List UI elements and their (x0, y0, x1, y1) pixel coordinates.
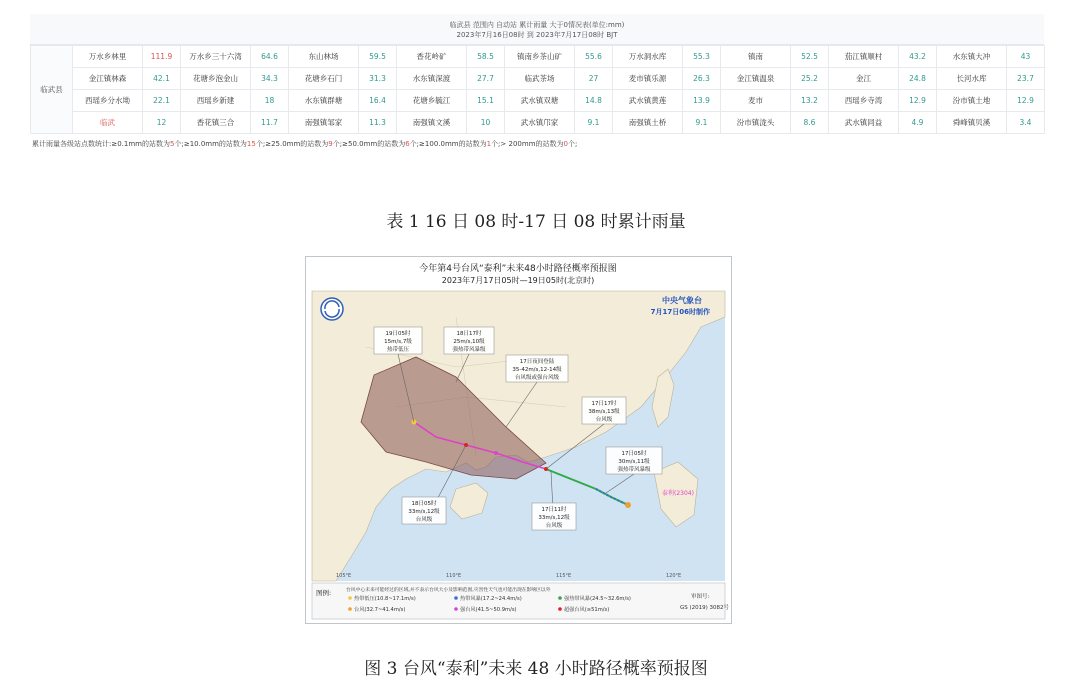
legend-swatch (558, 607, 562, 611)
station-name-cell: 临武 (73, 112, 143, 134)
typhoon-forecast-map (305, 256, 732, 624)
rainfall-value-cell: 22.1 (143, 90, 181, 112)
rainfall-value-cell: 12.9 (1007, 90, 1045, 112)
summary-text: 个; (567, 140, 578, 148)
station-count-summary (30, 134, 1044, 149)
station-name-cell: 汾市镇泷头 (721, 112, 791, 134)
station-name-cell: 麦市镇乐源 (613, 68, 683, 90)
callout-text: 台风级 (595, 417, 613, 423)
station-name-cell: 万水乡林里 (73, 46, 143, 68)
station-name-cell: 镇南 (721, 46, 791, 68)
legend-description: 台风中心未来可能经过的区域,并不表示台风大小及影响范围,灾害性天气也可能出现在影响区以外 (346, 588, 551, 593)
rainfall-value-cell: 4.9 (899, 112, 937, 134)
legend-label: 热带风暴(17.2~24.4m/s) (460, 596, 522, 602)
station-count: 15 (246, 140, 256, 148)
legend-title: 图例: (316, 589, 332, 597)
legend-swatch (348, 607, 352, 611)
station-name-cell: 花塘乡石门 (289, 68, 359, 90)
station-name-cell: 万水乡三十六湾 (181, 46, 251, 68)
rainfall-value-cell: 111.9 (143, 46, 181, 68)
legend-label: 强热带风暴(24.5~32.6m/s) (564, 596, 631, 602)
rainfall-value-cell: 15.1 (467, 90, 505, 112)
summary-text: 个;≥10.0mm的站数为 (174, 140, 247, 148)
rainfall-value-cell: 34.3 (251, 68, 289, 90)
longitude-label: 115°E (556, 573, 572, 579)
station-name-cell: 香花镇三合 (181, 112, 251, 134)
callout-text: 台风级 (545, 523, 563, 529)
station-name-cell: 汾市镇土地 (937, 90, 1007, 112)
rainfall-value-cell: 23.7 (1007, 68, 1045, 90)
table-header (30, 14, 1044, 45)
station-count: 9 (328, 140, 333, 148)
forecast-point-18d17 (494, 451, 498, 455)
table-row (31, 90, 1045, 112)
legend-label: 超强台风(≥51m/s) (564, 607, 610, 613)
callout-text: 17日夜间登陆 (519, 359, 555, 365)
callout-text: 15m/s,7级 (384, 339, 412, 345)
longitude-label: 105°E (336, 573, 352, 579)
rainfall-value-cell: 58.5 (467, 46, 505, 68)
rainfall-value-cell: 25.2 (791, 68, 829, 90)
rainfall-value-cell: 12.9 (899, 90, 937, 112)
station-count: 6 (405, 140, 410, 148)
callout-text: 强热带风暴级 (617, 467, 651, 473)
rainfall-value-cell: 3.4 (1007, 112, 1045, 134)
station-name-cell: 金江镇温泉 (721, 68, 791, 90)
rainfall-value-cell: 27 (575, 68, 613, 90)
station-name-cell: 镇南乡茶山矿 (505, 46, 575, 68)
station-name-cell: 武水镇邝家 (505, 112, 575, 134)
rainfall-value-cell: 55.6 (575, 46, 613, 68)
rainfall-value-cell: 11.3 (359, 112, 397, 134)
county-cell: 临武县 (31, 46, 73, 134)
rainfall-value-cell: 64.6 (251, 46, 289, 68)
table-row (31, 68, 1045, 90)
station-name-cell: 舜峰镇贝溪 (937, 112, 1007, 134)
station-name-cell: 水东镇深渡 (397, 68, 467, 90)
rainfall-value-cell: 16.4 (359, 90, 397, 112)
station-name-cell: 水东镇大冲 (937, 46, 1007, 68)
summary-text: 个;> 200mm的站数为 (491, 140, 564, 148)
legend-swatch (454, 607, 458, 611)
rainfall-value-cell: 18 (251, 90, 289, 112)
legend-swatch (558, 596, 562, 600)
rainfall-value-cell: 9.1 (683, 112, 721, 134)
station-count: 0 (563, 140, 568, 148)
callout-text: 17日11时 (541, 507, 567, 513)
agency-name: 中央气象台 (662, 296, 702, 305)
station-name-cell: 花塘乡泡金山 (181, 68, 251, 90)
station-name-cell: 南强镇邹家 (289, 112, 359, 134)
rainfall-value-cell: 13.9 (683, 90, 721, 112)
callout-text: 18日17时 (456, 331, 482, 337)
rainfall-value-cell: 59.5 (359, 46, 397, 68)
station-name-cell: 金江镇林森 (73, 68, 143, 90)
callout-text: 25m/s,10级 (453, 339, 485, 345)
rainfall-value-cell: 14.8 (575, 90, 613, 112)
rainfall-value-cell: 8.6 (791, 112, 829, 134)
station-name-cell: 香花岭矿 (397, 46, 467, 68)
rainfall-value-cell: 10 (467, 112, 505, 134)
callout-text: 33m/s,12级 (408, 509, 440, 515)
station-name-cell: 武水镇黄莲 (613, 90, 683, 112)
callout-text: 台风级或强台风级 (514, 375, 560, 381)
rainfall-value-cell: 11.7 (251, 112, 289, 134)
station-name-cell: 西瑶乡寺湾 (829, 90, 899, 112)
callout-text: 强热带风暴级 (452, 347, 486, 353)
station-name-cell: 万水洞水库 (613, 46, 683, 68)
review-number: GS (2019) 3082号 (680, 605, 730, 611)
station-count: 5 (170, 140, 175, 148)
rainfall-value-cell: 27.7 (467, 68, 505, 90)
rainfall-value-cell: 52.5 (791, 46, 829, 68)
station-name-cell: 西瑶乡分水坳 (73, 90, 143, 112)
rainfall-value-cell: 31.3 (359, 68, 397, 90)
rainfall-value-cell: 13.2 (791, 90, 829, 112)
station-name-cell: 武水镇同益 (829, 112, 899, 134)
summary-text: 累计雨量各级站点数统计:≥0.1mm的站数为 (32, 140, 170, 148)
longitude-label: 120°E (666, 573, 682, 579)
station-name-cell: 茄江镇顺村 (829, 46, 899, 68)
rainfall-value-cell: 55.3 (683, 46, 721, 68)
station-name-cell: 麦市 (721, 90, 791, 112)
station-name-cell: 武水镇双塘 (505, 90, 575, 112)
rainfall-value-cell: 43 (1007, 46, 1045, 68)
table-row (31, 112, 1045, 134)
rainfall-table-panel (30, 14, 1044, 149)
legend-swatch (454, 596, 458, 600)
rainfall-table (30, 45, 1045, 134)
summary-text: 个;≥25.0mm的站数为 (255, 140, 329, 148)
rainfall-value-cell: 26.3 (683, 68, 721, 90)
callout-text: 17日05时 (621, 451, 647, 457)
rainfall-value-cell: 12 (143, 112, 181, 134)
rainfall-value-cell: 43.2 (899, 46, 937, 68)
rainfall-value-cell: 42.1 (143, 68, 181, 90)
callout-text: 19日05时 (385, 331, 411, 337)
callout-text: 热带低压 (386, 347, 410, 353)
station-name-cell: 花塘乡毓江 (397, 90, 467, 112)
callout-text: 33m/s,12级 (538, 515, 570, 521)
summary-text: 个;≥50.0mm的站数为 (332, 140, 406, 148)
issue-time: 7月17日06时制作 (650, 308, 710, 316)
storm-name-label: 泰利(2304) (662, 490, 694, 497)
figure-caption: 图 3 台风“泰利”未来 48 小时路径概率预报图 (364, 659, 708, 679)
rainfall-value-cell: 9.1 (575, 112, 613, 134)
station-count: 1 (486, 140, 492, 148)
table-header-period: 2023年7月16日08时 到 2023年7月17日08时 BJT (456, 31, 618, 39)
station-name-cell: 西瑶乡新建 (181, 90, 251, 112)
callout-text: 台风级 (415, 517, 433, 523)
table-row (31, 46, 1045, 68)
review-label: 审图号: (691, 594, 710, 600)
legend-swatch (348, 596, 352, 600)
map-title: 今年第4号台风“泰利”未来48小时路径概率预报图 (419, 264, 617, 274)
station-name-cell: 临武茶场 (505, 68, 575, 90)
legend-label: 热带低压(10.8~17.1m/s) (354, 596, 416, 602)
station-name-cell: 长河水库 (937, 68, 1007, 90)
rainfall-value-cell: 24.8 (899, 68, 937, 90)
station-name-cell: 东山林场 (289, 46, 359, 68)
legend-label: 台风(32.7~41.4m/s) (354, 607, 406, 613)
legend-label: 强台风(41.5~50.9m/s) (460, 607, 517, 613)
station-name-cell: 金江 (829, 68, 899, 90)
callout-text: 30m/s,11级 (618, 459, 650, 465)
current-position (625, 502, 631, 508)
longitude-label: 110°E (446, 573, 462, 579)
station-name-cell: 水东镇群塘 (289, 90, 359, 112)
station-name-cell: 南强镇文溪 (397, 112, 467, 134)
station-name-cell: 南强镇土桥 (613, 112, 683, 134)
callout-text: 38m/s,13级 (588, 409, 620, 415)
callout-text: 17日17时 (591, 401, 617, 407)
table-header-title: 临武县 范围内 自动站 累计雨量 大于0情况表(单位:mm) (449, 21, 625, 29)
cma-logo-icon (321, 298, 343, 320)
map-subtitle: 2023年7月17日05时—19日05时(北京时) (441, 276, 595, 285)
forecast-map-svg (306, 257, 731, 623)
summary-text: 个;≥100.0mm的站数为 (409, 140, 487, 148)
callout-text: 35-42m/s,12-14级 (512, 367, 562, 373)
callout-text: 18日05时 (411, 501, 437, 507)
table-caption: 表 1 16 日 08 时-17 日 08 时累计雨量 (386, 212, 686, 232)
